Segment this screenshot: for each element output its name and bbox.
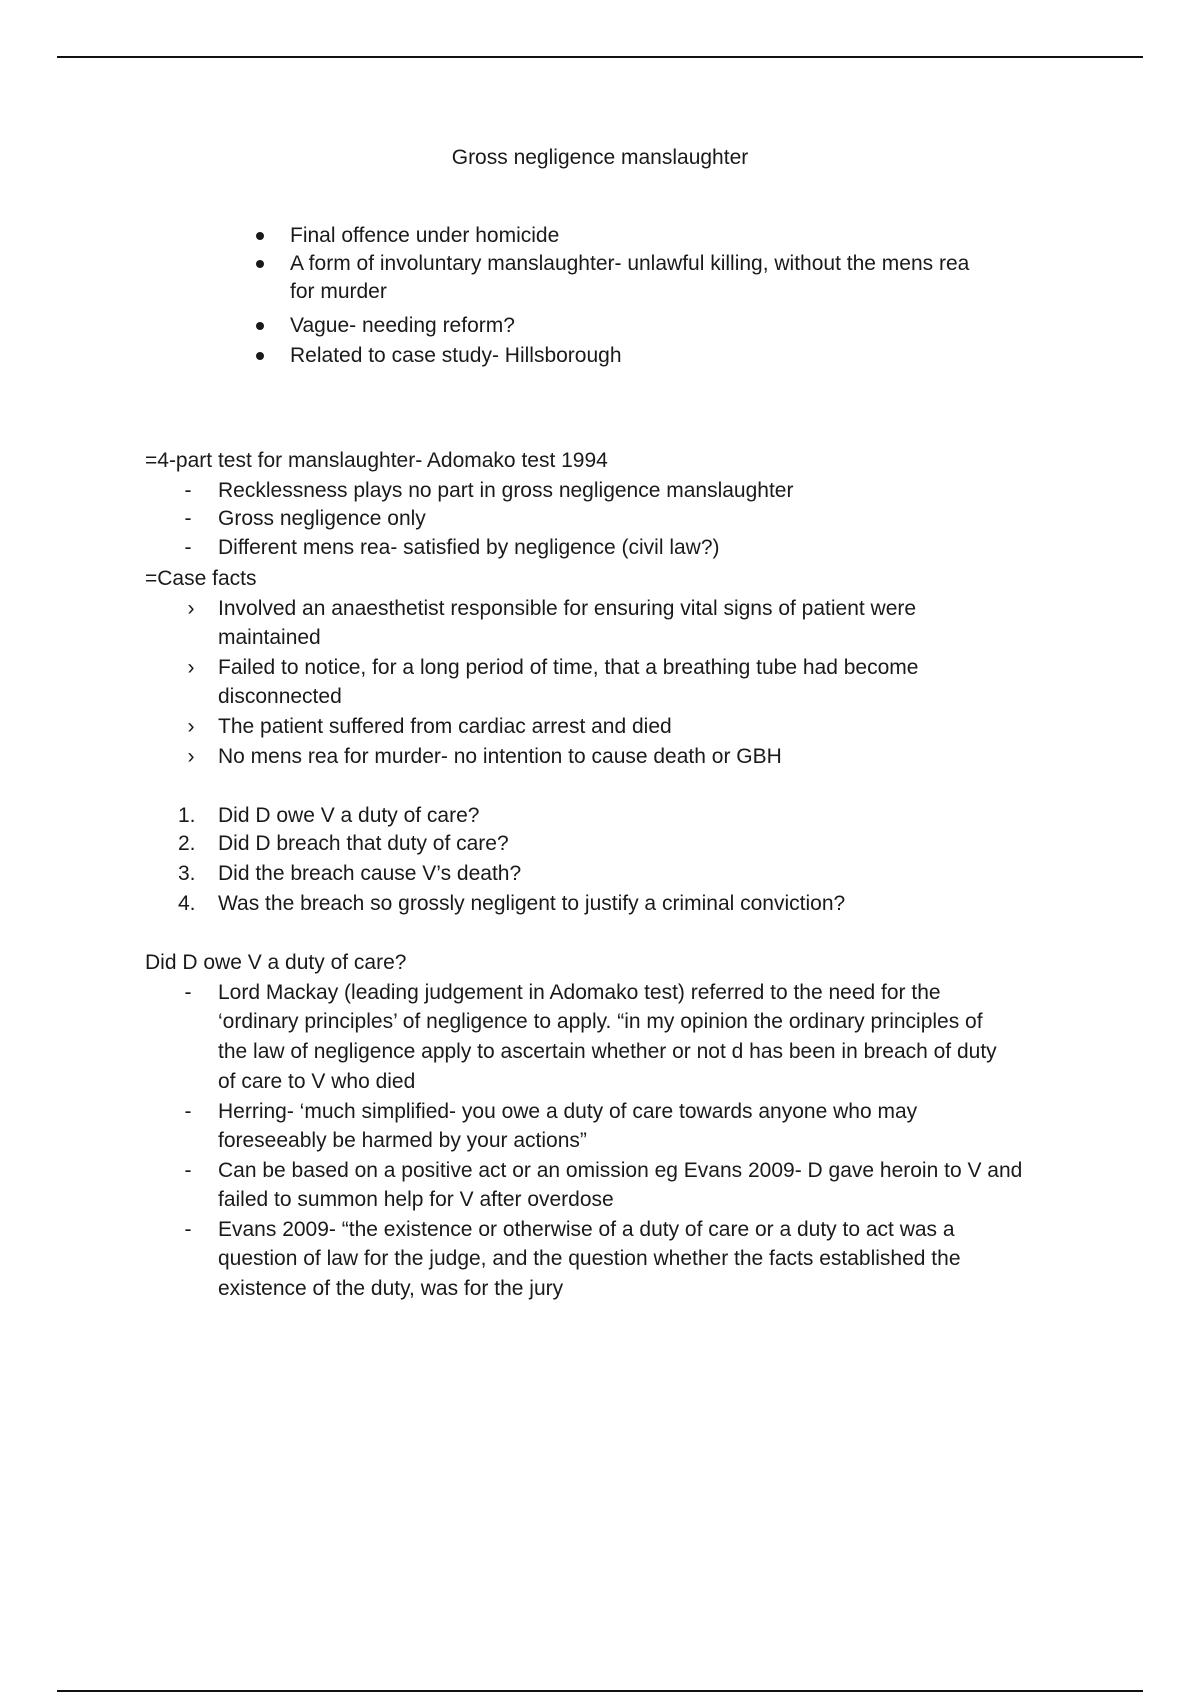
section-heading-adomako-test: =4-part test for manslaughter- Adomako test 1994 [145,449,608,472]
dash-bullet-icon: - [184,479,192,502]
case-fact-text: maintained [218,626,321,649]
dash-bullet-icon: - [184,507,192,530]
page-title: Gross negligence manslaughter [451,146,749,169]
duty-point-text: Herring- ‘much simplified- you owe a duty of care towards anyone who may [218,1100,918,1123]
footer-rule [57,1690,1143,1692]
dash-bullet-icon: - [184,1100,192,1123]
dash-bullet-icon: - [184,1218,192,1241]
case-fact-text: Involved an anaesthetist responsible for ensuring vital signs of patient were [218,597,917,620]
dash-bullet-icon: - [184,981,192,1004]
test-point-text: Different mens rea- satisfied by negligence (civil law?) [218,536,720,559]
intro-bullet-text: Related to case study- Hillsborough [290,344,622,367]
header-rule [57,56,1143,58]
question-text: Did the breach cause V’s death? [218,862,522,885]
question-number: 4. [178,892,196,915]
intro-bullet-text: Final offence under homicide [290,224,560,247]
intro-bullet-text: for murder [290,280,387,303]
test-point-text: Recklessness plays no part in gross negligence manslaughter [218,479,794,502]
question-number: 3. [178,862,196,885]
bullet-dot-icon [248,313,272,339]
intro-bullet-text: A form of involuntary manslaughter- unlawful killing, without the mens rea [290,252,970,275]
test-point-text: Gross negligence only [218,507,426,530]
duty-point-text: failed to summon help for V after overdose [218,1188,614,1211]
case-fact-text: The patient suffered from cardiac arrest and died [218,715,672,738]
chevron-right-icon: › [187,715,195,738]
bullet-dot-icon [248,343,272,369]
dash-bullet-icon: - [184,1159,192,1182]
duty-point-text: Can be based on a positive act or an omission eg Evans 2009- D gave heroin to V and [218,1159,1023,1182]
duty-point-text: existence of the duty, was for the jury [218,1277,564,1300]
question-number: 2. [178,832,196,855]
chevron-right-icon: › [187,745,195,768]
duty-point-text: Lord Mackay (leading judgement in Adomako test) referred to the need for the [218,981,941,1004]
duty-point-text: of care to V who died [218,1070,416,1093]
intro-bullet-text: Vague- needing reform? [290,314,515,337]
case-fact-text: No mens rea for murder- no intention to cause death or GBH [218,745,782,768]
question-number: 1. [178,804,196,827]
question-text: Was the breach so grossly negligent to justify a criminal conviction? [218,892,846,915]
question-text: Did D owe V a duty of care? [218,804,480,827]
duty-point-text: foreseeably be harmed by your actions” [218,1129,587,1152]
duty-point-text: the law of negligence apply to ascertain whether or not d has been in breach of duty [218,1040,997,1063]
bullet-dot-icon [248,251,272,277]
dash-bullet-icon: - [184,536,192,559]
question-text: Did D breach that duty of care? [218,832,509,855]
duty-point-text: ‘ordinary principles’ of negligence to apply. “in my opinion the ordinary principles of [218,1010,983,1033]
section-heading-case-facts: =Case facts [145,567,257,590]
bullet-dot-icon [248,223,272,249]
chevron-right-icon: › [187,597,195,620]
section-heading-duty-of-care: Did D owe V a duty of care? [145,951,407,974]
duty-point-text: question of law for the judge, and the question whether the facts established the [218,1247,961,1270]
case-fact-text: Failed to notice, for a long period of time, that a breathing tube had become [218,656,919,679]
chevron-right-icon: › [187,656,195,679]
case-fact-text: disconnected [218,685,342,708]
duty-point-text: Evans 2009- “the existence or otherwise of a duty of care or a duty to act was a [218,1218,955,1241]
